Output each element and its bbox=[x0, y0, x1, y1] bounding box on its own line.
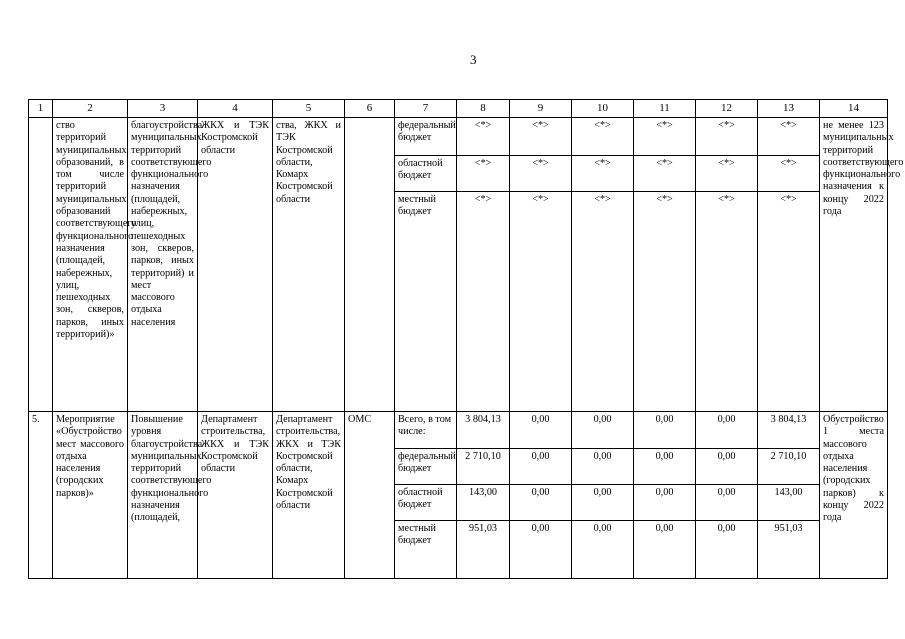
value-cell: 0,00 bbox=[634, 521, 696, 579]
column-number-row bbox=[29, 100, 888, 118]
value-cell: 3 804,13 bbox=[457, 412, 510, 449]
col-header-1: 1 bbox=[29, 100, 53, 118]
col-header-12: 12 bbox=[696, 100, 758, 118]
value-cell: <*> bbox=[758, 156, 820, 192]
value-cell: 0,00 bbox=[510, 412, 572, 449]
value-cell: <*> bbox=[457, 156, 510, 192]
value-cell: <*> bbox=[696, 156, 758, 192]
funding-source: местный бюджет bbox=[395, 521, 457, 579]
responsible-executor: Департамент строительства, ЖКХ и ТЭК Костромской области bbox=[198, 412, 273, 579]
measure-name: ство территорий муниципальных образований, в том числе территорий муниципальных образований соответствующего функционального назначения (площадей, набережных, улиц, пешеходных зон, скверов, парков, иных территорий)» bbox=[53, 118, 128, 412]
col-header-14: 14 bbox=[820, 100, 888, 118]
value-cell: <*> bbox=[696, 118, 758, 156]
value-cell: <*> bbox=[758, 192, 820, 412]
value-cell: 0,00 bbox=[696, 449, 758, 485]
col-header-13: 13 bbox=[758, 100, 820, 118]
measure-goal: Повышение уровня благоустройства муниципальных территорий соответствующего функционального назначения (площадей, bbox=[128, 412, 198, 579]
value-cell: <*> bbox=[510, 192, 572, 412]
col-header-5: 5 bbox=[273, 100, 345, 118]
co-executors: Департамент строительства, ЖКХ и ТЭК Костромской области, Комарх Костромской области bbox=[273, 412, 345, 579]
page-number: 3 bbox=[470, 52, 477, 67]
value-cell: <*> bbox=[457, 192, 510, 412]
col-header-11: 11 bbox=[634, 100, 696, 118]
value-cell: 0,00 bbox=[634, 412, 696, 449]
col-header-6: 6 bbox=[345, 100, 395, 118]
col-header-2: 2 bbox=[53, 100, 128, 118]
value-cell: <*> bbox=[510, 156, 572, 192]
expected-result: Обустройство 1 места массового отдыха населения (городских парков) к концу 2022 года bbox=[820, 412, 888, 579]
funding-source: областной бюджет bbox=[395, 485, 457, 521]
value-cell: <*> bbox=[758, 118, 820, 156]
value-cell: 3 804,13 bbox=[758, 412, 820, 449]
value-cell: 0,00 bbox=[510, 521, 572, 579]
col-header-8: 8 bbox=[457, 100, 510, 118]
value-cell: 143,00 bbox=[758, 485, 820, 521]
value-cell: <*> bbox=[572, 156, 634, 192]
funding-source: областной бюджет bbox=[395, 156, 457, 192]
value-cell: 951,03 bbox=[758, 521, 820, 579]
table-row bbox=[29, 118, 888, 156]
value-cell: 0,00 bbox=[634, 485, 696, 521]
value-cell: 0,00 bbox=[696, 412, 758, 449]
value-cell: 0,00 bbox=[696, 521, 758, 579]
responsible-executor: ЖКХ и ТЭК Костромской области bbox=[198, 118, 273, 412]
value-cell: 0,00 bbox=[572, 485, 634, 521]
measure-goal: благоустройства муниципальных территорий соответствующего функционального назначения (площадей, набережных, улиц, пешеходных зон, скверов, парков, иных территорий) и мест массового отдыха населения bbox=[128, 118, 198, 412]
row-number: 5. bbox=[29, 412, 53, 579]
participants bbox=[345, 118, 395, 412]
value-cell: 143,00 bbox=[457, 485, 510, 521]
expected-result: не менее 123 муниципальных территорий соответствующего функционального назначения к концу 2022 года bbox=[820, 118, 888, 412]
col-header-7: 7 bbox=[395, 100, 457, 118]
value-cell: 0,00 bbox=[572, 521, 634, 579]
value-cell: 951,03 bbox=[457, 521, 510, 579]
value-cell: 0,00 bbox=[572, 412, 634, 449]
value-cell: 0,00 bbox=[572, 449, 634, 485]
value-cell: 0,00 bbox=[634, 449, 696, 485]
value-cell: <*> bbox=[634, 156, 696, 192]
value-cell: <*> bbox=[572, 118, 634, 156]
measure-name: Мероприятие «Обустройство мест массового отдыха населения (городских парков)» bbox=[53, 412, 128, 579]
value-cell: 2 710,10 bbox=[758, 449, 820, 485]
co-executors: ства, ЖКХ и ТЭК Костромской области, Комарх Костромской области bbox=[273, 118, 345, 412]
funding-source: федеральный бюджет bbox=[395, 118, 457, 156]
program-table bbox=[28, 99, 904, 579]
participants: ОМС bbox=[345, 412, 395, 579]
col-header-9: 9 bbox=[510, 100, 572, 118]
col-header-10: 10 bbox=[572, 100, 634, 118]
value-cell: 2 710,10 bbox=[457, 449, 510, 485]
row-number bbox=[29, 118, 53, 412]
funding-source: Всего, в том числе: bbox=[395, 412, 457, 449]
value-cell: 0,00 bbox=[510, 449, 572, 485]
value-cell: <*> bbox=[510, 118, 572, 156]
col-header-3: 3 bbox=[128, 100, 198, 118]
value-cell: <*> bbox=[457, 118, 510, 156]
value-cell: <*> bbox=[696, 192, 758, 412]
value-cell: 0,00 bbox=[696, 485, 758, 521]
col-header-4: 4 bbox=[198, 100, 273, 118]
value-cell: <*> bbox=[634, 118, 696, 156]
funding-source: местный бюджет bbox=[395, 192, 457, 412]
value-cell: <*> bbox=[572, 192, 634, 412]
value-cell: 0,00 bbox=[510, 485, 572, 521]
value-cell: <*> bbox=[634, 192, 696, 412]
funding-source: федеральный бюджет bbox=[395, 449, 457, 485]
table-row bbox=[29, 412, 888, 449]
